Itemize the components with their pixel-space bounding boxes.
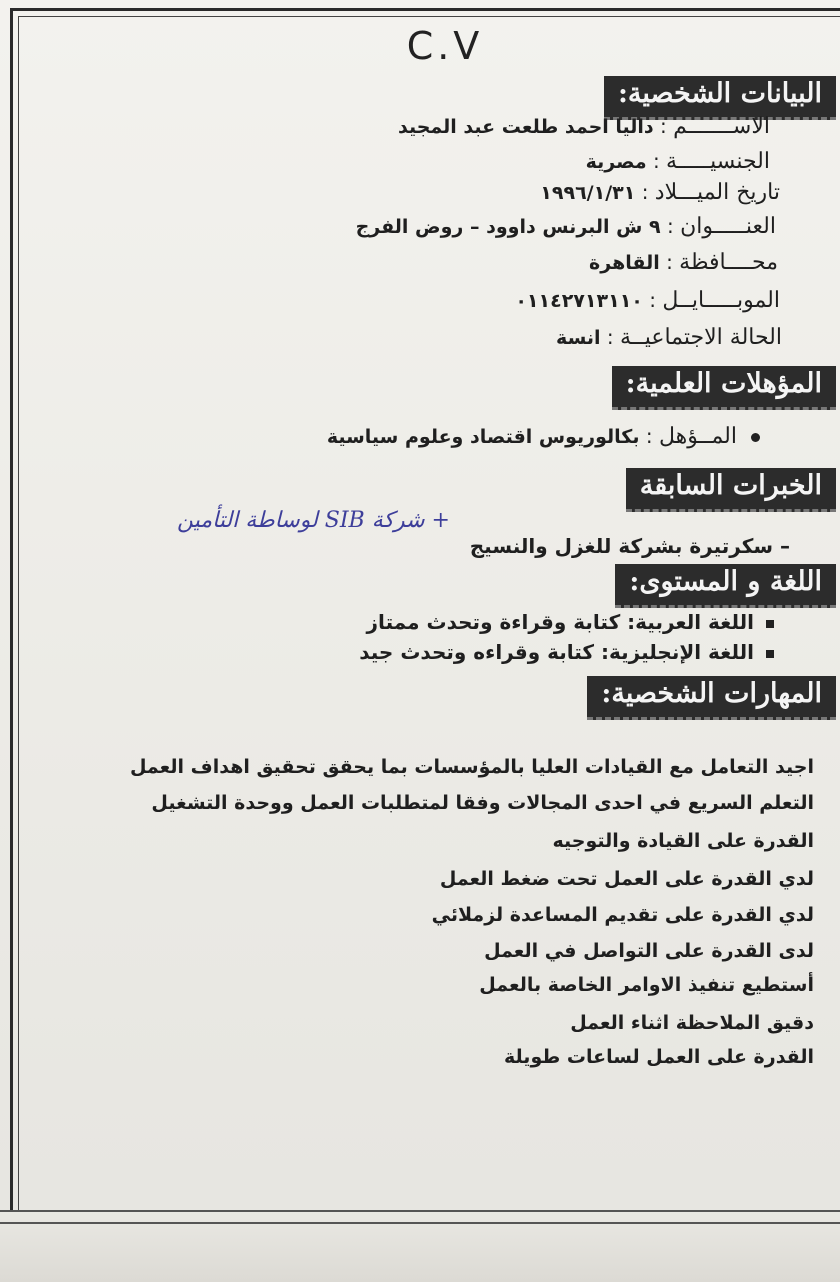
personal-row-name: الاســـــــم : داليا احمد طلعت عبد المجيد <box>398 114 770 139</box>
skill-item: لدى القدرة على التواصل في العمل <box>484 940 814 962</box>
language-text: اللغة العربية: كتابة وقراءة وتحدث ممتاز <box>366 610 754 634</box>
bullet-icon <box>751 433 760 442</box>
field-label: الموبـــــايــل <box>662 288 780 313</box>
personal-row-governorate: محــــافظة : القاهرة <box>589 250 778 275</box>
section-experience-heading: الخبرات السابقة <box>626 468 836 512</box>
document-title: C.V <box>406 24 484 68</box>
field-value: مصرية <box>585 151 647 173</box>
personal-row-mobile: الموبـــــايــل : ٠١١٤٢٧١٣١١٠ <box>515 288 780 313</box>
experience-row: – سكرتيرة بشركة للغزل والنسيج <box>469 534 790 558</box>
paper-bottom-fold <box>0 1210 840 1282</box>
fold-line <box>0 1222 840 1224</box>
field-value: ٠١١٤٢٧١٣١١٠ <box>515 290 643 312</box>
skill-item: لدي القدرة على العمل تحت ضغط العمل <box>439 868 814 890</box>
skill-item: اجيد التعامل مع القيادات العليا بالمؤسسات بما يحقق تحقيق اهداف العمل <box>129 756 814 778</box>
bullet-icon <box>766 620 774 628</box>
language-item <box>367 610 774 634</box>
personal-row-marital: الحالة الاجتماعيــة : انسة <box>556 325 782 350</box>
personal-row-birthdate: تاريخ الميـــلاد : ١٩٩٦/١/٣١ <box>540 180 780 205</box>
field-value: ١٩٩٦/١/٣١ <box>540 182 636 204</box>
field-value: القاهرة <box>589 252 660 274</box>
field-label: الجنسيـــــة <box>666 149 770 174</box>
language-item <box>359 640 774 664</box>
field-label: المــؤهل <box>658 424 737 449</box>
language-text: اللغة الإنجليزية: كتابة وقراءه وتحدث جيد <box>359 640 754 664</box>
handwritten-note: + شركة SIB لوساطة التأمين <box>176 508 450 533</box>
skill-item: لدي القدرة على تقديم المساعدة لزملائي <box>431 904 814 926</box>
section-personal-heading: البيانات الشخصية: <box>604 76 836 120</box>
field-value: ٩ ش البرنس داوود – روض الفرج <box>355 216 661 238</box>
skill-item: التعلم السريع في احدى المجالات وفقا لمتطلبات العمل ووحدة التشغيل <box>151 792 814 814</box>
section-languages-heading: اللغة و المستوى: <box>615 564 836 608</box>
field-value: بكالوريوس اقتصاد وعلوم سياسية <box>326 426 640 448</box>
field-label: العنـــــوان <box>680 214 776 239</box>
field-label: الاســـــــم <box>673 114 770 139</box>
skill-item: القدرة على العمل لساعات طويلة <box>504 1046 814 1068</box>
field-value: داليا احمد طلعت عبد المجيد <box>398 116 654 138</box>
skill-item: القدرة على القيادة والتوجيه <box>552 830 814 852</box>
skill-item: أستطيع تنفيذ الاوامر الخاصة بالعمل <box>479 974 814 996</box>
field-label: تاريخ الميـــلاد <box>654 180 780 205</box>
field-label: الحالة الاجتماعيــة <box>620 325 782 350</box>
section-skills-heading: المهارات الشخصية: <box>587 676 836 720</box>
field-value: انسة <box>556 327 601 349</box>
experience-text: سكرتيرة بشركة للغزل والنسيج <box>469 534 774 558</box>
education-row: المــؤهل : بكالوريوس اقتصاد وعلوم سياسية <box>327 424 760 449</box>
section-education-heading: المؤهلات العلمية: <box>612 366 836 410</box>
personal-row-address: العنـــــوان : ٩ ش البرنس داوود – روض الفرج <box>355 214 776 239</box>
bullet-icon <box>766 650 774 658</box>
field-label: محــــافظة <box>679 250 778 275</box>
skill-item: دقيق الملاحظة اثناء العمل <box>570 1012 814 1034</box>
personal-row-nationality: الجنسيـــــة : مصرية <box>585 149 770 174</box>
